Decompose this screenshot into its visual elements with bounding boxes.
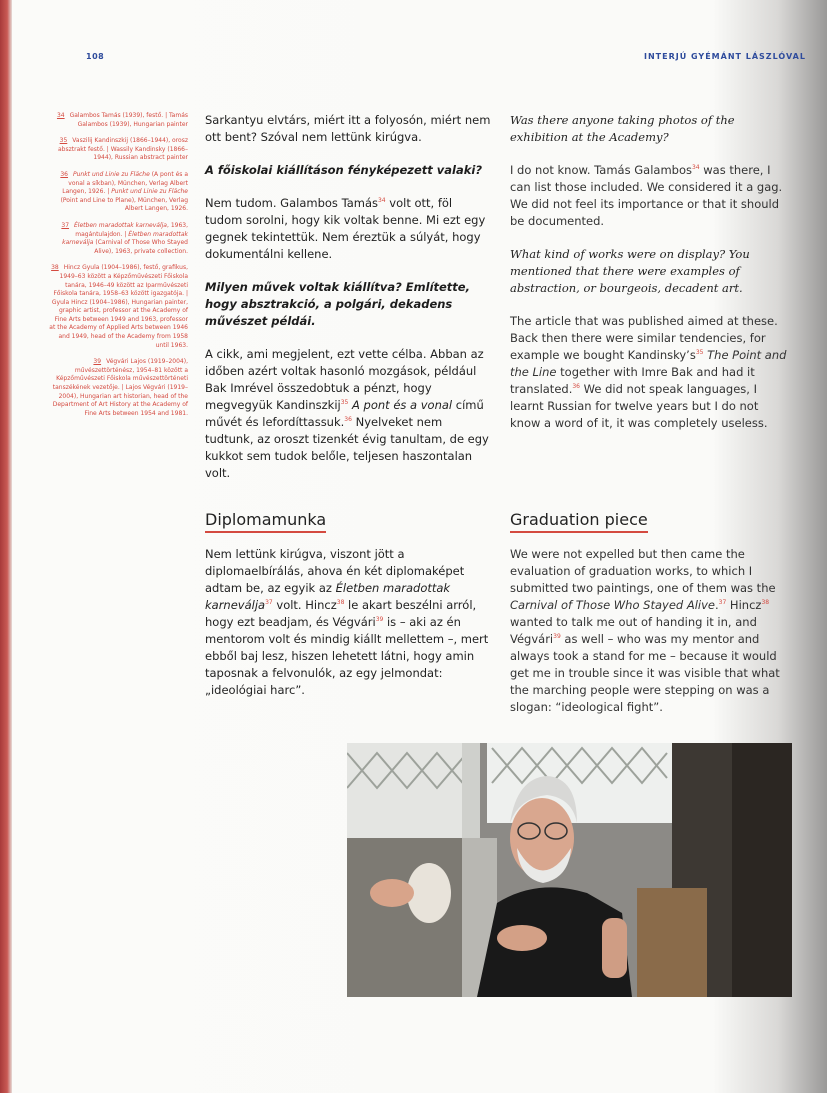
hungarian-text-top — [205, 112, 493, 498]
footnote-number: 37 — [61, 221, 70, 229]
footnote-text: Galambos Tamás (1939), festő. | Tamás Galambos (1939), Hungarian painter — [69, 112, 188, 128]
footnote-35 — [48, 137, 188, 163]
answer-hu-paragraph: Nem tudom. Galambos Tamás$^{34}$ volt ott, föl tudom sorolni, hogy kik voltak benne. Mi ezt egy gegnek tekintettük. Nem éreztük a súlyát, hogy dokumentálni kellene. — [205, 196, 486, 261]
book-edge — [0, 0, 12, 1093]
section-title-english: Graduation piece — [510, 510, 648, 533]
footnote-39 — [48, 358, 188, 418]
footnote-number: 39 — [93, 358, 102, 366]
question-en-paragraph: What kind of works were on display? You mentioned that there were examples of abstraction, or bourgeois, decadent art. — [510, 247, 750, 295]
answer-en-paragraph: We were not expelled but then came the evaluation of graduation works, to which I submitted two paintings, one of them was the Carnival of Those Who Stayed Alive.$^{37}$ Hincz$^{38}$ wanted to talk me out of handing it in, and Végvári$^{39}$ as well – who was my mentor and always took a stand for me – because it would get me in trouble since it was visible that what the marching people were stepping on was a slogan: “ideological fight”. — [510, 547, 780, 714]
answer-en-paragraph: The article that was published aimed at these. Back then there were similar tendencies, for example we bought $Kandinsky’s^{35}$ The Point and the Line together with Imre Bak and had it translated.$^{36}$ We did not speak languages, I learnt Russian for twelve years but I do not know a word of it, it was completely useless. — [510, 314, 787, 430]
english-text-top — [510, 112, 792, 448]
footnote-number: 38 — [51, 264, 59, 272]
footnote-number: 35 — [59, 137, 68, 145]
section-title-hungarian: Diplomamunka — [205, 510, 326, 533]
footnotes-column — [48, 112, 188, 426]
answer-en-paragraph: I do not know. Tamás Galambos$^{34}$ was there, I can list those included. We considered it a gag. We did not feel its importance or that it should be documented. — [510, 163, 783, 228]
footnote-37 — [48, 222, 188, 256]
page-number: 108 — [86, 52, 105, 61]
portrait-photo — [347, 743, 792, 997]
footnote-text: Vaszilij Kandinszkij (1866–1944), orosz absztrakt festő. | Wassily Kandinsky (1866–1944), Russian abstract painter — [58, 137, 188, 162]
question-hu-paragraph: A főiskolai kiállításon fényképezett valaki? — [205, 163, 483, 177]
question-en-paragraph: Was there anyone taking photos of the exhibition at the Academy? — [510, 113, 735, 144]
footnote-text: Punkt und Linie zu Fläche (A pont és a vonal a síkban), München, Verlag Albert Langen, 1926. | Punkt und Linie zu Fläche (Point and Line to Plane), München, Verlag Albert Langen, 1926. — [60, 170, 188, 213]
question-hu-paragraph: Milyen művek voltak kiállítva? Említette, hogy absztrakció, a polgári, dekadens művészet példái. — [205, 280, 470, 328]
footnote-number: 36 — [60, 170, 68, 178]
footnote-text: Végvári Lajos (1919–2004), művészettörténész, 1954–81 között a Képzőművészeti Főiskola művészettörténeti tanszékének vezetője. | Lajos Végvári (1919–2004), Hungarian art historian, head of the Department of Art History at the Academy of Fine Arts between 1954 and 1981. — [52, 358, 188, 417]
footnote-38 — [48, 264, 188, 350]
running-header: INTERJÚ GYÉMÁNT LÁSZLÓVAL — [644, 52, 806, 61]
answer-hu-paragraph: A cikk, ami megjelent, ezt vette célba. Abban az időben azért voltak hasonló mozgások, például Bak Imrével összedobtuk a pénzt, hogy megvegyük Kandinszkij$^{35}$ A pont és a vonal című művét és lefordíttassuk.$^{36}$ Nyelveket nem tudtunk, az oroszt tizenkét évig tanultam, de egy kukkot sem tudok belőle, teljesen haszontalan volt. — [205, 347, 489, 480]
english-text-bottom — [510, 546, 792, 732]
footnote-text: Életben maradottak karneválja, 1963, magántulajdon. | Életben maradottak karneválja (Carnival of Those Who Stayed Alive), 1963, private collection. — [62, 221, 188, 255]
footnote-number: 34 — [56, 112, 65, 119]
photo-illustration — [347, 743, 792, 997]
answer-hu-paragraph: Sarkantyu elvtárs, miért itt a folyosón, miért nem ott bent? Szóval nem lettünk kirúgva. — [205, 113, 491, 144]
footnote-text: Hincz Gyula (1904–1986), festő, grafikus, 1949–63 között a Képzőművészeti Főiskola tanára, 1946–49 között az Iparművészeti Főiskola tanára, 1958–63 között igazgatója. | Gyula Hincz (1904–1986), Hungarian painter, graphic artist, professor at the Academy of Fine Arts between 1949 and 1963, professor at the Academy of Applied Arts between 1946 and 1949, head of the Academy from 1958 until 1963. — [49, 264, 188, 349]
hungarian-text-bottom — [205, 546, 493, 715]
answer-hu-paragraph: Nem lettünk kirúgva, viszont jött a diplomaelbírálás, ahova én két diplomaképet adtam be, az egyik az Életben maradottak karneválja$^{37}$ volt. Hincz$^{38}$ le akart beszélni arról, hogy ezt beadjam, és Végvári$^{39}$ is – aki az én mentorom volt és mindig kiállt mellettem –, mert ebből baj lesz, hiszen lehetett látni, hogy amin taposnak a felvonulók, az egy jelmondat: „ideológiai harc”. — [205, 547, 489, 697]
footnote-36 — [48, 171, 188, 214]
footnote-34 — [48, 112, 188, 129]
